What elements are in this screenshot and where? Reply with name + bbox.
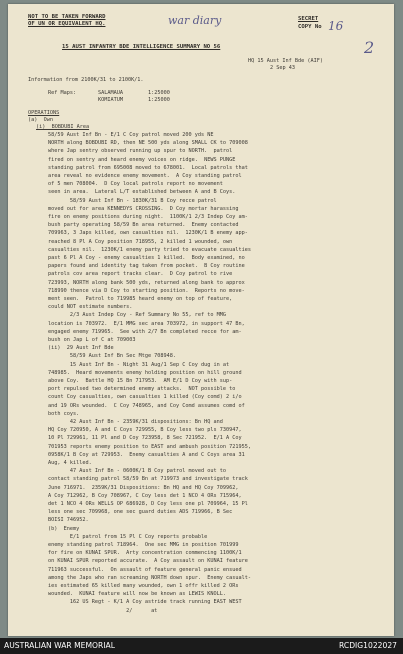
body-line: (b) Enemy [48, 525, 80, 532]
body-line: ment seen. Patrol to 719985 heard enemy on top of feature, [48, 296, 233, 302]
document-page [8, 4, 394, 636]
map-name: SALAMAUA [98, 90, 123, 96]
body-line: count Coy casualties, own casualties 1 killed (Coy comd) 2 i/o [48, 394, 242, 401]
body-line: 2/ at [48, 607, 158, 614]
body-line: bush party operating 58/59 Bn area returned. Enemy contacted [48, 222, 239, 229]
body-line: 709963, 3 Japs killed, own casualties nil. 1230K/1 B enemy app- [48, 230, 248, 237]
body-line: 0958K/1 B Coy at 729953. Enemy casualties A and C Coys area 31 [48, 451, 245, 458]
body-line: 2/3 Aust Indep Coy - Ref Summary No 55, ref to MMG [48, 312, 227, 319]
hq-line: HQ 15 Aust Inf Bde (AIF) [248, 58, 323, 64]
date: 2 Sep 43 [270, 65, 295, 71]
body-line: port repulsed two determined enemy attacks. NOT possible to [48, 386, 236, 393]
body-line: past 6 Pl A Coy - enemy casualties 1 killed. Body examined, no [48, 255, 245, 261]
body-line: 42 Aust Inf Bn - 2359K/31 dispositions: Bn HQ and [48, 419, 223, 425]
handwritten-note: war diary [168, 14, 222, 27]
body-line: less one sec 709968, one sec guard duties ADS 719966, B Sec [48, 509, 233, 516]
map-scale: 1:25000 [148, 97, 170, 103]
body-line: 711963 successful. On assault of feature general panic ensued [48, 566, 242, 573]
body-line: bush on Jap L of C at 709003 [48, 337, 136, 343]
body-line: 47 Aust Inf Bn - 0600K/1 B Coy patrol moved out to [48, 468, 227, 475]
archive-name: AUSTRALIAN WAR MEMORIAL [4, 641, 115, 650]
body-line: on KUNAI SPUR reported accurate. A Coy assault on KUNAI feature [48, 558, 248, 565]
body-line: E/1 patrol from 15 Pl C Coy reports probable [48, 533, 208, 540]
body-line: (ii) 29 Aust Inf Bde [48, 345, 114, 352]
body-line: 58/59 Aust Inf Bn Sec Mtge 708948. [48, 353, 177, 360]
body-line: engaged enemy 719965. See with 2/7 Bn completed recce for am- [48, 328, 242, 335]
body-line: enemy standing patrol 718964. One sec MMG in position 701999 [48, 542, 239, 548]
body-line: both coys. [48, 410, 80, 417]
body-line: reached 8 Pl A Coy position 718955, 2 killed 1 wounded, own [48, 238, 233, 245]
body-line: location is 703972. E/1 MMG sec area 703972, in support 47 Bn, [48, 320, 245, 327]
body-line: det 1 NCO 4 ORs WELLS OP 686928, D Coy less one pl 709964, 15 Pl [48, 501, 248, 507]
body-line: NORTH along BOBDUBI RD, then NE 500 yds along SMALL CK to 709008 [48, 140, 248, 147]
handwritten-number: 2 [364, 38, 375, 57]
body-line: area reveal no evidence enemy movement. A Coy standing patrol [48, 173, 242, 179]
summary-title: 15 AUST INFANTRY BDE INTELLIGENCE SUMMARY NO 56 [62, 44, 221, 50]
body-line: Aug, 4 killed. [48, 460, 92, 466]
info-line: Information from 2100K/31 to 2100K/1. [28, 77, 144, 83]
secret-label: SECRET [298, 16, 319, 22]
body-line: above Coy. Battle HQ 15 Bn 717953. AM E/1 D Coy with sup- [48, 378, 233, 384]
copy-no-label: COPY No [298, 24, 322, 30]
operations-heading: OPERATIONS [28, 110, 60, 116]
body-line: BOISI 746952. [48, 517, 89, 524]
archive-reference: RCDIG1022027 [339, 641, 397, 650]
section-heading: (i) BOBDUBI Area [36, 124, 90, 130]
body-line: June 716971. 2359K/31 Dispositions: Bn HQ and HQ Coy 709962, [48, 484, 239, 491]
caveat-line-1: NOT TO BE TAKEN FORWARD [28, 14, 106, 20]
body-line: fire on enemy positions during night. 1100K/1 2/3 Indep Coy am- [48, 214, 248, 220]
body-line: 58/59 Aust Inf Bn - E/1 C Coy patrol moved 200 yds NE [48, 132, 214, 138]
body-line: 723993, NORTH along bank 500 yds, returned along bank to approx [48, 279, 245, 286]
body-line: 162 US Regt - K/1 A Coy astride track running EAST WEST [48, 599, 242, 606]
body-line: 718990 thence via D Coy to starting position. Reports no move- [48, 287, 245, 294]
body-line: where Jap sentry observed running up spur to NORTH. patrol [48, 148, 233, 155]
archive-footer [0, 638, 403, 654]
body-line: 748985. Heard movements enemy holding position on hill ground [48, 369, 242, 376]
body-line: HQ Coy 720950, A and C Coys 729955, B Coy less two pls 730947, [48, 427, 242, 434]
body-line: 701953 reports enemy position to EAST and ambush position 721955, [48, 443, 252, 450]
body-line: of 5 men 708004. D Coy local patrols report no movement [48, 181, 223, 188]
body-line: A Coy 712962, B Coy 708967, C Coy less det 1 NCO 4 ORs 715964, [48, 492, 242, 499]
body-line: casualties nil. 1230K/1 enemy party tried to evacuate casualties [48, 246, 252, 253]
body-line: contact standing patrol 58/59 Bn at 719973 and investigate track [48, 476, 248, 483]
body-line: fired on sentry and heard enemy voices on ridge. NEWS PUNGE [48, 156, 236, 163]
body-line: among the Japs who ran screaming NORTH down spur. Enemy casualt- [48, 574, 252, 581]
own-heading: (a) Own [28, 117, 53, 123]
body-line: moved out for area KENNEDYS CROSSING. D Coy mortar harassing [48, 205, 239, 212]
map-name: KOMIATUM [98, 97, 123, 103]
caveat-line-2: OF UN OR EQUIVALENT HQ. [28, 21, 106, 27]
body-line: 15 Aust Inf Bn - Night 31 Aug/1 Sep C Coy dug in at [48, 361, 230, 368]
body-line: could NOT estimate numbers. [48, 304, 133, 311]
body-line: 10 Pl 729961, 11 Pl and D Coy 723958, 8 Sec 721952. E/1 A Coy [48, 435, 242, 442]
body-line: papers found and identity tag taken from pocket. B Coy routine [48, 263, 245, 270]
body-line: for fire on KUNAI SPUR. Arty concentration commencing 1100K/1 [48, 550, 242, 557]
map-scale: 1:25000 [148, 90, 170, 96]
body-line: ies estimated 65 killed many wounded, own 1 offr killed 2 ORs [48, 583, 239, 589]
body-line: wounded. KUNAI feature will now be known as LEWIS KNOLL. [48, 591, 227, 598]
ref-maps-label: Ref Maps: [48, 90, 77, 96]
body-line: 58/59 Aust Inf Bn - 1830K/31 B Coy recce patrol [48, 197, 217, 204]
body-line: seen in area. Lateral L/T established between A and B Coys. [48, 189, 236, 196]
copy-no-value: 16 [328, 19, 344, 33]
body-line: patrols cov area report tracks clear. D Coy patrol to rive [48, 271, 233, 278]
body-line: standing patrol from 695008 moved to 678001. Local patrols that [48, 164, 248, 171]
body-line: and 19 ORs wounded. C Coy 748965, and Coy Comd assumes comd of [48, 402, 245, 409]
